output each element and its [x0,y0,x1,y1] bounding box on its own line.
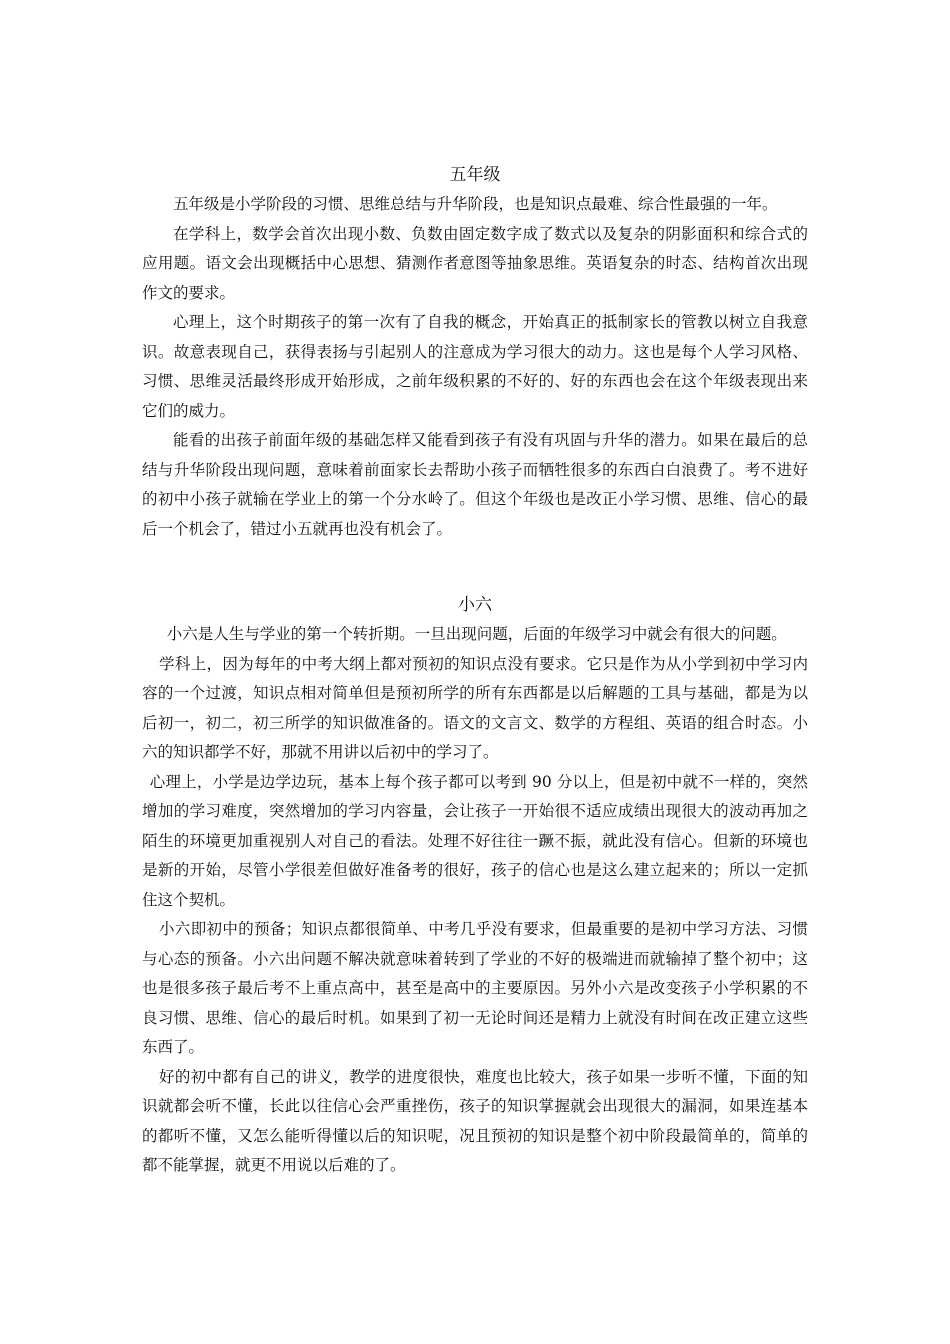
paragraph: 学科上，因为每年的中考大纲上都对预初的知识点没有要求。它只是作为从小学到初中学习内容的一个过渡，知识点相对简单但是预初所学的所有东西都是以后解题的工具与基础，都是为以后初一，初二，初三所学的知识做准备的。语文的文言文、数学的方程组、英语的组合时态。小六的知识都学不好，那就不用讲以后初中的学习了。 [142,654,808,761]
section-title: 小六 [458,595,492,615]
section-grade-five [142,160,808,544]
paragraph: 小六是人生与学业的第一个转折期。一旦出现问题，后面的年级学习中就会有很大的问题。 [166,625,787,643]
paragraph: 心理上，小学是边学边玩，基本上每个孩子都可以考到 90 分以上，但是初中就不一样的，突然增加的学习难度，突然增加的学习内容量，会让孩子一开始很不适应成绩出现很大的波动再加之陌生的环境更加重视别人对自己的看法。处理不好往往一蹶不振，就此没有信心。但新的环境也是新的开始，尽管小学很差但做好准备考的很好，孩子的信心也是这么建立起来的；所以一定抓住这个契机。 [142,772,808,909]
paragraph: 心理上，这个时期孩子的第一次有了自我的概念，开始真正的抵制家长的管教以树立自我意识。故意表现自己，获得表扬与引起别人的注意成为学习很大的动力。这也是每个人学习风格、习惯、思维灵活最终形成开始形成，之前年级积累的不好的、好的东西也会在这个年级表现出来它们的威力。 [142,313,808,420]
section-title: 五年级 [449,165,501,185]
section-grade-six [142,590,808,1181]
document-page [142,160,808,1181]
paragraph: 好的初中都有自己的讲义，教学的进度很快，难度也比较大，孩子如果一步听不懂，下面的知识就都会听不懂，长此以往信心会严重挫伤，孩子的知识掌握就会出现很大的漏洞，如果连基本的都听不懂，又怎么能听得懂以后的知识呢，况且预初的知识是整个初中阶段最简单的，简单的都不能掌握，就更不用说以后难的了。 [142,1067,808,1174]
paragraph: 五年级是小学阶段的习惯、思维总结与升华阶段，也是知识点最难、综合性最强的一年。 [173,195,778,213]
paragraph: 在学科上，数学会首次出现小数、负数由固定数字成了数式以及复杂的阴影面积和综合式的应用题。语文会出现概括中心思想、猜测作者意图等抽象思维。英语复杂的时态、结构首次出现作文的要求。 [142,224,808,302]
paragraph: 小六即初中的预备；知识点都很简单、中考几乎没有要求，但最重要的是初中学习方法、习惯与心态的预备。小六出问题不解决就意味着转到了学业的不好的极端进而就输掉了整个初中；这也是很多孩子最后考不上重点高中，甚至是高中的主要原因。另外小六是改变孩子小学积累的不良习惯、思维、信心的最后时机。如果到了初一无论时间还是精力上就没有时间在改正建立这些东西了。 [142,920,808,1056]
paragraph: 能看的出孩子前面年级的基础怎样又能看到孩子有没有巩固与升华的潜力。如果在最后的总结与升华阶段出现问题，意味着前面家长去帮助小孩子而牺牲很多的东西白白浪费了。考不进好的初中小孩子就输在学业上的第一个分水岭了。但这个年级也是改正小学习惯、思维、信心的最后一个机会了，错过小五就再也没有机会了。 [142,431,808,538]
section-spacer [142,544,808,590]
